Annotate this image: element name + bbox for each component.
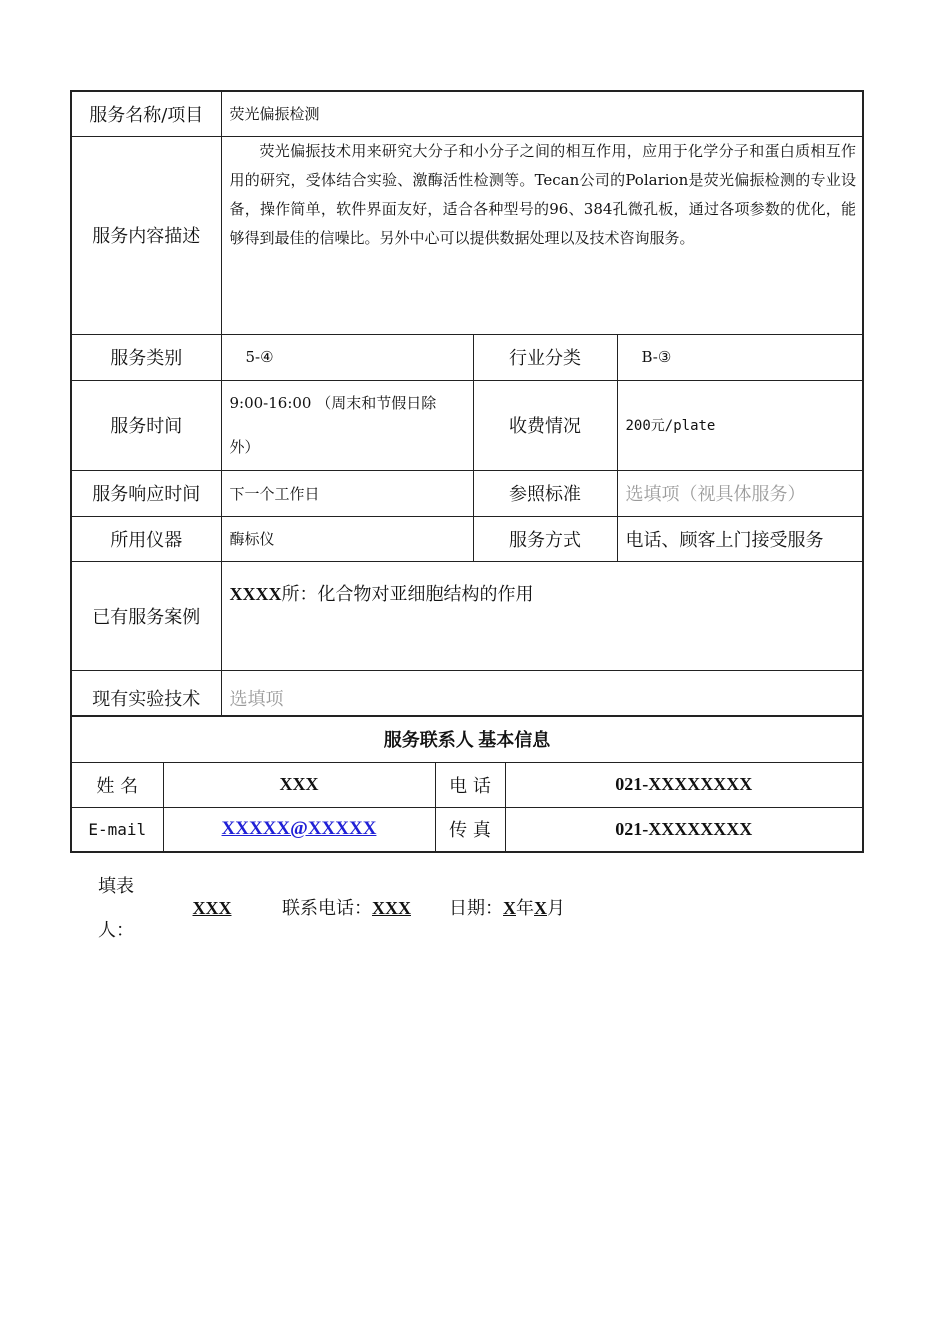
standard-value[interactable]: 选填项（视具体服务） [617,470,863,516]
instrument-value[interactable]: 酶标仪 [221,516,473,561]
footer-month-value[interactable]: X [534,898,547,918]
contact-phone-label: 电 话 [435,762,505,807]
standard-label: 参照标准 [473,470,617,516]
contact-fax-label: 传 真 [435,807,505,852]
contact-email-label: E-mail [71,807,163,852]
time-value[interactable] [221,380,473,470]
instrument-label: 所用仪器 [71,516,221,561]
desc-cell[interactable] [221,136,863,334]
cases-rest: 所：化合物对亚细胞结构的作用 [281,583,534,605]
time-label: 服务时间 [71,380,221,470]
footer-phone-value[interactable]: XXX [372,898,411,918]
form-footer [98,868,798,948]
tech-label: 现有实验技术 [71,670,221,716]
footer-phone-label: 联系电话： [282,898,372,919]
footer-year-value[interactable]: X [503,898,516,918]
contact-name-label: 姓 名 [71,762,163,807]
contact-phone-value[interactable]: 021-XXXXXXXX [505,762,863,807]
footer-date-label: 日期： [449,898,503,919]
time-value-line2: 外） [229,438,260,456]
service-name-label: 服务名称/项目 [71,91,221,136]
response-label: 服务响应时间 [71,470,221,516]
industry-value[interactable]: B-③ [617,334,863,380]
footer-fields [172,894,565,920]
contact-table [70,717,864,853]
filler-label-line2: 人： [98,920,134,941]
cases-label: 已有服务案例 [71,561,221,670]
contact-fax-value[interactable]: 021-XXXXXXXX [505,807,863,852]
contact-email-cell [163,807,435,852]
desc-text: 荧光偏振技术用来研究大分子和小分子之间的相互作用，应用于化学分子和蛋白质相互作用的研究，受体结合实验、激酶活性检测等。Tecan公司的Polarion是荧光偏振检测的专业设备，操作简单，软件界面友好，适合各种型号的96、384孔微孔板，通过各项参数的优化，能够得到最佳的信噪比。另外中心可以提供数据处理以及技术咨询服务。 [229,141,857,247]
contact-header: 服务联系人 基本信息 [71,717,863,762]
category-label: 服务类别 [71,334,221,380]
footer-month-unit: 月 [547,898,565,919]
cases-bold: XXXX [229,583,282,604]
contact-name-value[interactable]: XXX [163,762,435,807]
response-value[interactable]: 下一个工作日 [221,470,473,516]
time-value-line1: 9:00-16:00 （周末和节假日除 [229,394,437,412]
desc-label: 服务内容描述 [71,136,221,334]
footer-year-unit: 年 [516,898,534,919]
fee-label: 收费情况 [473,380,617,470]
service-info-table [70,90,864,717]
service-name-value[interactable]: 荧光偏振检测 [221,91,863,136]
method-label: 服务方式 [473,516,617,561]
fee-value[interactable]: 200元/plate [617,380,863,470]
method-value[interactable]: 电话、顾客上门接受服务 [617,516,863,561]
contact-email-link[interactable]: XXXXX@XXXXX [221,818,377,840]
tech-value[interactable]: 选填项 [221,670,863,716]
cases-value[interactable] [221,561,863,670]
industry-label: 行业分类 [473,334,617,380]
filler-value[interactable]: XXX [192,898,232,918]
filler-label-line1: 填表 [98,876,134,897]
category-value[interactable]: 5-④ [221,334,473,380]
service-form [70,90,862,853]
